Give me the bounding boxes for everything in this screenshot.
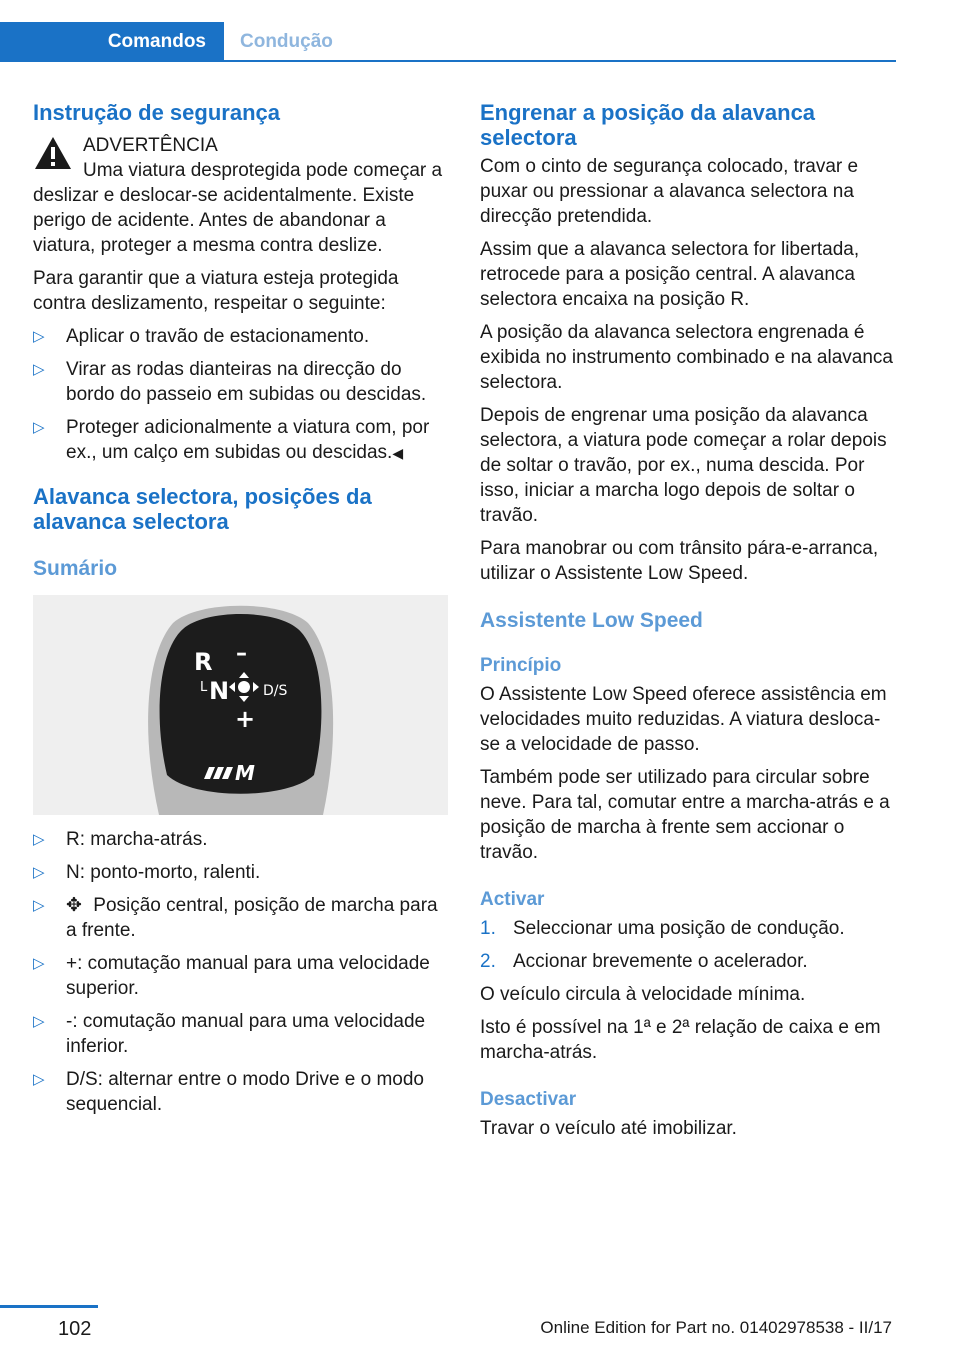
triangle-bullet-icon: ▷ xyxy=(33,864,45,881)
header-rule xyxy=(224,60,896,62)
paragraph: O veículo circula à velocidade mínima. xyxy=(480,984,806,1005)
tab-conducao[interactable]: Condução xyxy=(240,31,333,52)
triangle-bullet-icon: ▷ xyxy=(33,955,45,972)
knob-label-n: N xyxy=(209,677,230,705)
m-logo: M xyxy=(235,761,255,785)
triangle-bullet-icon: ▷ xyxy=(33,328,45,345)
list-item: 2. Accionar brevemente o acelerador. xyxy=(480,951,808,972)
selector-title: Alavanca selectora, posições da alavanca selectora xyxy=(33,484,372,534)
center-position-inline-icon: ✥ xyxy=(66,895,82,916)
chapter-tabs xyxy=(0,0,960,64)
activate-title: Activar xyxy=(480,889,545,910)
knob-label-minus: – xyxy=(236,641,247,666)
safety-title: Instrução de segurança xyxy=(33,100,280,125)
paragraph: A posição da alavanca selectora engrenada é exibida no instrumento combinado e na alavanca selectora. xyxy=(480,322,893,393)
paragraph: O Assistente Low Speed oferece assistência em velocidades muito reduzidas. A viatura desloca-se a velocidade de passo. xyxy=(480,684,887,755)
end-mark-icon: ◀ xyxy=(392,445,404,461)
summary-title: Sumário xyxy=(33,557,118,580)
principle-title: Princípio xyxy=(480,655,562,676)
right-column xyxy=(480,100,896,1149)
page-number: 102 xyxy=(58,1318,92,1340)
safety-intro: Para garantir que a viatura esteja protegida contra deslizamento, respeitar o seguinte: xyxy=(33,268,399,314)
list-item: 1. Seleccionar uma posição de condução. xyxy=(480,918,845,939)
positions-list xyxy=(33,827,449,1117)
knob-label-plus: + xyxy=(235,705,256,733)
engage-title: Engrenar a posição da alavanca selectora xyxy=(480,100,816,150)
triangle-bullet-icon: ▷ xyxy=(33,897,45,914)
list-item: ▷ ✥ Posição central, posição de marcha para a frente. xyxy=(33,895,438,941)
paragraph: Travar o veículo até imobilizar. xyxy=(480,1118,737,1139)
paragraph: Assim que a alavanca selectora for libertada, retrocede para a posição central. A alavanca selectora encaixa na posição R. xyxy=(480,239,860,310)
knob-label-ds: D/S xyxy=(263,683,288,699)
gear-selector-image xyxy=(33,595,448,815)
warning-label: ADVERTÊNCIA xyxy=(83,135,218,156)
list-item: ▷ N: ponto-morto, ralenti. xyxy=(33,862,261,883)
warning-triangle-icon xyxy=(33,135,73,171)
list-item: ▷ Proteger adicionalmente a viatura com, por ex., um calço em subidas ou descidas.◀ xyxy=(33,417,430,463)
list-item: ▷ D/S: alternar entre o modo Drive e o modo sequencial. xyxy=(33,1069,425,1115)
left-column xyxy=(33,100,449,1125)
safety-list xyxy=(33,324,449,466)
list-item: ▷ Virar as rodas dianteiras na direcção do bordo do passeio em subidas ou descidas. xyxy=(33,359,427,405)
list-item: ▷ +: comutação manual para uma velocidade superior. xyxy=(33,953,430,999)
footer-rule xyxy=(0,1305,98,1308)
edition-footer: Online Edition for Part no. 01402978538 - II/17 xyxy=(540,1318,892,1337)
warning-block xyxy=(33,133,449,183)
warning-text: Uma viatura desprotegida pode começar a deslizar e deslocar-se acidentalmente. Existe perigo de acidente. Antes de abandonar a viatura, proteger a mesma contra deslize. xyxy=(33,160,443,256)
knob-label-r: R xyxy=(194,648,213,676)
list-item: ▷ -: comutação manual para uma velocidade inferior. xyxy=(33,1011,426,1057)
list-item: ▷ Aplicar o travão de estacionamento. xyxy=(33,326,370,347)
triangle-bullet-icon: ▷ xyxy=(33,1071,45,1088)
tab-comandos[interactable]: Comandos xyxy=(0,22,224,62)
paragraph: Também pode ser utilizado para circular sobre neve. Para tal, comutar entre a marcha-atrás e a posição de marcha à frente sem accionar o travão. xyxy=(480,767,890,863)
paragraph: Para manobrar ou com trânsito pára-e-arranca, utilizar o Assistente Low Speed. xyxy=(480,538,879,584)
deactivate-title: Desactivar xyxy=(480,1089,577,1110)
paragraph: Depois de engrenar uma posição da alavanca selectora, a viatura pode começar a rolar depois de soltar o travão, por ex., numa descida. Por isso, iniciar a marcha logo depois de soltar o travão. xyxy=(480,405,887,526)
triangle-bullet-icon: ▷ xyxy=(33,361,45,378)
m-logo-stripes-icon xyxy=(204,767,233,779)
assist-title: Assistente Low Speed xyxy=(480,609,703,632)
list-item: ▷ R: marcha-atrás. xyxy=(33,829,208,850)
activate-steps xyxy=(480,916,896,974)
triangle-bullet-icon: ▷ xyxy=(33,419,45,436)
triangle-bullet-icon: ▷ xyxy=(33,831,45,848)
paragraph: Isto é possível na 1ª e 2ª relação de caixa e em marcha-atrás. xyxy=(480,1017,881,1063)
triangle-bullet-icon: ▷ xyxy=(33,1013,45,1030)
knob-label-l: L xyxy=(200,680,208,695)
paragraph: Com o cinto de segurança colocado, travar e puxar ou pressionar a alavanca selectora na direcção pretendida. xyxy=(480,156,859,227)
